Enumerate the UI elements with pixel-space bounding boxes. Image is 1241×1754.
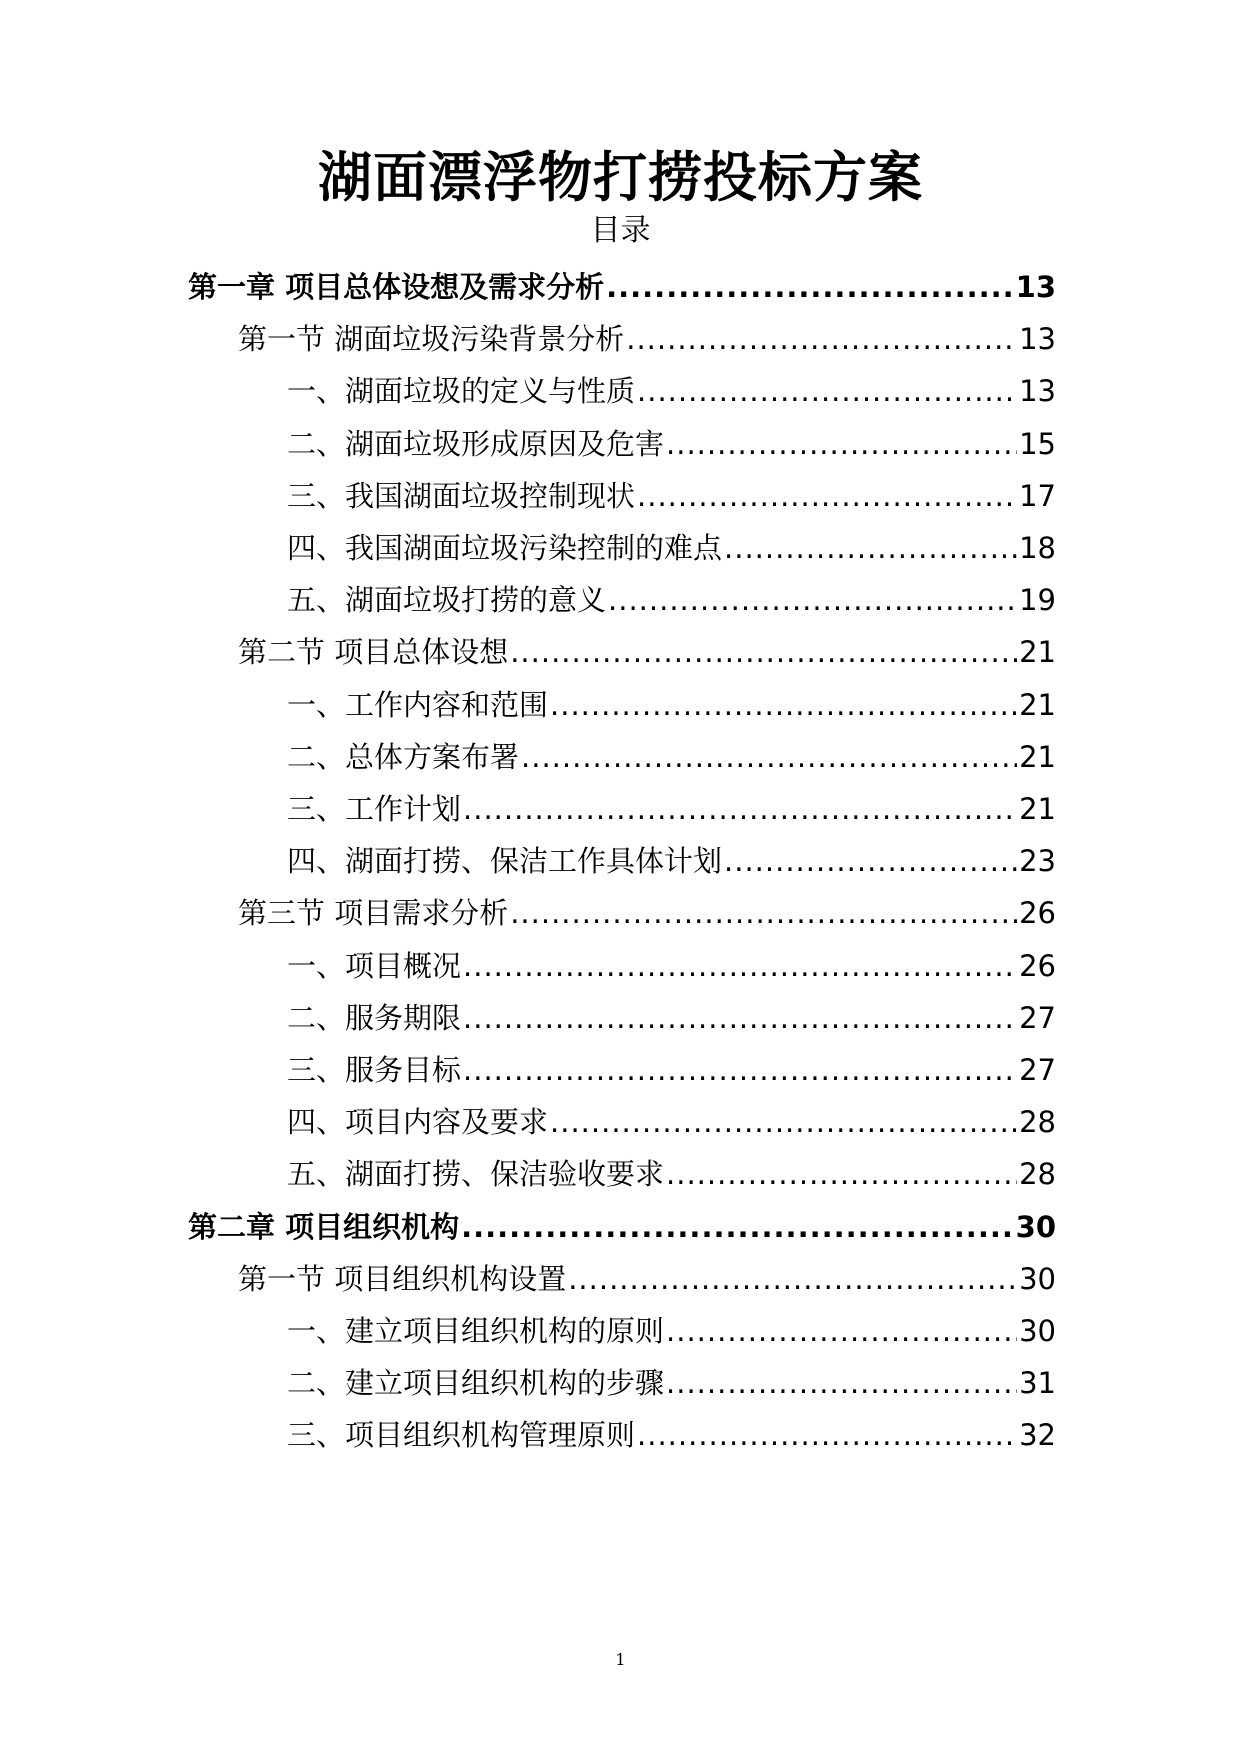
page-number: 1 xyxy=(615,1650,626,1669)
toc-entry-page: 30 xyxy=(1019,1314,1056,1348)
toc-entry-page: 27 xyxy=(1019,1000,1056,1035)
toc-dot-leader xyxy=(463,944,1017,988)
toc-entry-title[interactable]: 二、湖面垃圾形成原因及危害 xyxy=(287,426,665,461)
toc-entry-title[interactable]: 一、工作内容和范围 xyxy=(287,687,549,722)
toc-dot-leader xyxy=(550,683,1017,727)
toc-entry-page: 17 xyxy=(1019,478,1056,513)
toc-entry-title[interactable]: 二、总体方案布署 xyxy=(287,739,520,774)
toc-entry-page: 26 xyxy=(1019,948,1056,983)
toc-entry-title[interactable]: 五、湖面打捞、保洁验收要求 xyxy=(287,1157,665,1192)
toc-entry-page: 13 xyxy=(1015,270,1056,304)
toc-entry-page: 30 xyxy=(1019,1261,1056,1296)
toc-entry-title[interactable]: 第一节 湖面垃圾污染背景分析 xyxy=(238,322,625,357)
document-title: 湖面漂浮物打捞投标方案 xyxy=(318,146,923,209)
toc-entry[interactable] xyxy=(238,630,1056,674)
toc-dot-leader xyxy=(666,1309,1017,1353)
toc-entry-title[interactable]: 一、湖面垃圾的定义与性质 xyxy=(287,374,636,409)
toc-entry-title[interactable]: 三、服务目标 xyxy=(287,1053,462,1087)
toc-entry[interactable] xyxy=(287,735,1056,779)
toc-entry-title[interactable]: 一、项目概况 xyxy=(287,948,462,983)
toc-dot-leader xyxy=(461,1205,1014,1249)
toc-entry[interactable] xyxy=(287,787,1056,831)
toc-dot-leader xyxy=(724,526,1017,570)
toc-entry-title[interactable]: 第二节 项目总体设想 xyxy=(238,635,509,670)
toc-entry-page: 28 xyxy=(1019,1105,1056,1140)
toc-entry[interactable] xyxy=(188,1205,1056,1249)
toc-entry-page: 19 xyxy=(1019,583,1056,618)
toc-entry[interactable] xyxy=(287,474,1056,518)
toc-entry-page: 13 xyxy=(1019,374,1056,409)
toc-entry[interactable] xyxy=(238,1257,1056,1301)
toc-entry[interactable] xyxy=(188,265,1056,309)
toc-dot-leader xyxy=(568,1257,1017,1301)
toc-dot-leader xyxy=(510,630,1017,674)
toc-entry[interactable] xyxy=(287,944,1056,988)
toc-entry[interactable] xyxy=(238,891,1056,935)
toc-dot-leader xyxy=(606,265,1014,309)
toc-entry-page: 13 xyxy=(1019,322,1056,357)
toc-dot-leader xyxy=(608,578,1017,622)
toc-dot-leader xyxy=(724,839,1017,883)
toc-entry-title[interactable]: 三、工作计划 xyxy=(287,792,462,826)
toc-entry[interactable] xyxy=(287,839,1056,883)
toc-entry[interactable] xyxy=(287,1309,1056,1353)
toc-entry-page: 28 xyxy=(1019,1157,1056,1192)
toc-dot-leader xyxy=(463,787,1017,831)
toc-dot-leader xyxy=(637,1413,1017,1457)
toc-entry-title[interactable]: 第三节 项目需求分析 xyxy=(238,896,509,931)
toc-entry[interactable] xyxy=(287,1152,1056,1196)
toc-entry-page: 15 xyxy=(1019,426,1056,461)
toc-entry-page: 32 xyxy=(1019,1418,1056,1453)
toc-entry-title[interactable]: 一、建立项目组织机构的原则 xyxy=(287,1314,665,1348)
toc-entry-page: 21 xyxy=(1019,635,1056,670)
toc-entry[interactable] xyxy=(287,1048,1056,1092)
toc-dot-leader xyxy=(637,474,1017,518)
toc-entry[interactable] xyxy=(287,1413,1056,1457)
toc-entry-title[interactable]: 三、项目组织机构管理原则 xyxy=(287,1418,636,1453)
toc-entry-page: 23 xyxy=(1019,844,1056,879)
toc-entry[interactable] xyxy=(287,1100,1056,1144)
toc-entry-page: 30 xyxy=(1015,1209,1056,1244)
toc-entry[interactable] xyxy=(287,1361,1056,1405)
toc-entry-title[interactable]: 第二章 项目组织机构 xyxy=(188,1209,460,1244)
toc-heading: 目录 xyxy=(590,213,651,248)
toc-entry-page: 21 xyxy=(1019,739,1056,774)
toc-dot-leader xyxy=(666,1361,1017,1405)
toc-entry-title[interactable]: 二、服务期限 xyxy=(287,1000,462,1035)
toc-dot-leader xyxy=(666,1152,1017,1196)
toc-dot-leader xyxy=(637,369,1017,413)
toc-entry-title[interactable]: 五、湖面垃圾打捞的意义 xyxy=(287,583,607,618)
toc-entry[interactable] xyxy=(287,683,1056,727)
toc-entry-title[interactable]: 第一章 项目总体设想及需求分析 xyxy=(188,270,605,304)
toc-entry[interactable] xyxy=(287,996,1056,1040)
toc-dot-leader xyxy=(626,317,1017,361)
toc-entry[interactable] xyxy=(287,578,1056,622)
toc-entry-page: 27 xyxy=(1019,1053,1056,1087)
toc-entry-page: 26 xyxy=(1019,896,1056,931)
toc-entry[interactable] xyxy=(238,317,1056,361)
toc-dot-leader xyxy=(550,1100,1017,1144)
toc-dot-leader xyxy=(463,996,1017,1040)
toc-entry-title[interactable]: 四、我国湖面垃圾污染控制的难点 xyxy=(287,531,723,565)
toc-dot-leader xyxy=(666,422,1017,466)
toc-entry-title[interactable]: 二、建立项目组织机构的步骤 xyxy=(287,1366,665,1401)
toc-entry[interactable] xyxy=(287,422,1056,466)
toc-entry-title[interactable]: 第一节 项目组织机构设置 xyxy=(238,1261,567,1296)
toc-dot-leader xyxy=(463,1048,1017,1092)
toc-entry-page: 21 xyxy=(1019,687,1056,722)
toc-entry-title[interactable]: 三、我国湖面垃圾控制现状 xyxy=(287,478,636,513)
toc-dot-leader xyxy=(510,891,1017,935)
toc-entry-page: 21 xyxy=(1019,792,1056,826)
toc-entry[interactable] xyxy=(287,369,1056,413)
toc-entry-title[interactable]: 四、项目内容及要求 xyxy=(287,1105,549,1140)
toc-entry-title[interactable]: 四、湖面打捞、保洁工作具体计划 xyxy=(287,844,723,879)
toc-dot-leader xyxy=(521,735,1017,779)
toc-entry-page: 31 xyxy=(1019,1366,1056,1401)
toc-entry[interactable] xyxy=(287,526,1056,570)
toc-entry-page: 18 xyxy=(1019,531,1056,565)
